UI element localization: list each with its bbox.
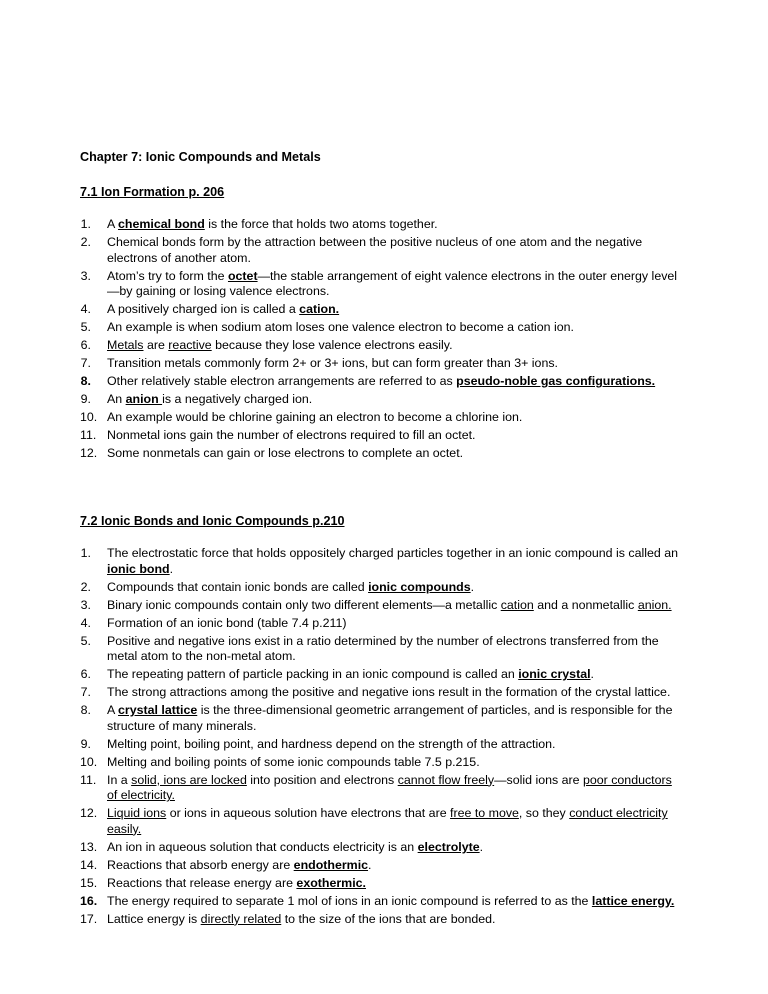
ion-formation-list xyxy=(80,217,680,464)
list-item xyxy=(80,580,680,596)
list-item-number: 1. xyxy=(80,217,91,231)
list-item xyxy=(80,269,680,300)
list-item-number: 12. xyxy=(80,446,98,461)
list-item-text: Atom’s try to form the xyxy=(107,268,228,283)
list-item-text: —the stable arrangement of eight valence electrons in the outer energy level—by gaining or losing valence electrons. xyxy=(107,268,678,299)
list-item-text: . xyxy=(590,667,594,682)
emphasized-term: free to move xyxy=(450,806,519,821)
section-heading-7-2: 7.2 Ionic Bonds and Ionic Compounds p.210 xyxy=(80,514,345,528)
list-item-text: is the force that holds two atoms together. xyxy=(204,217,438,231)
list-item xyxy=(80,773,680,804)
list-item xyxy=(80,217,680,233)
emphasized-term: cannot flow freely xyxy=(397,772,495,787)
ionic-bonds-list xyxy=(80,546,680,930)
list-item-text: . xyxy=(470,579,475,594)
list-item xyxy=(80,840,680,856)
list-item-number: 11. xyxy=(80,428,97,443)
list-item-text: Binary ionic compounds contain only two different elements—a metallic xyxy=(107,597,501,612)
list-item xyxy=(80,392,680,408)
list-item-text: to the size of the ions that are bonded. xyxy=(281,911,496,926)
list-item-text: Melting point, boiling point, and hardness depend on the strength of the attraction. xyxy=(107,736,556,751)
list-item xyxy=(80,876,680,892)
emphasized-term: octet xyxy=(227,268,258,283)
list-item-text: The electrostatic force that holds oppositely charged particles together in an ionic compound is called an xyxy=(107,546,678,560)
list-item-text: An xyxy=(107,392,126,407)
emphasized-term: ionic crystal xyxy=(518,667,591,682)
list-item-text: An example is when sodium atom loses one valence electron to become a cation ion. xyxy=(107,320,574,335)
list-item xyxy=(80,667,680,683)
emphasized-term: exothermic. xyxy=(296,875,366,890)
list-item-text: is a negatively charged ion. xyxy=(162,392,313,407)
list-item-text: . xyxy=(368,857,372,872)
list-item-text: An example would be chlorine gaining an electron to become a chlorine ion. xyxy=(107,410,523,425)
list-item-text: Nonmetal ions gain the number of electrons required to fill an octet. xyxy=(107,428,476,443)
emphasized-term: chemical bond xyxy=(118,217,205,231)
emphasized-term: Metals xyxy=(107,338,144,353)
emphasized-term: cation. xyxy=(299,302,340,317)
list-item-number: 9. xyxy=(80,392,91,407)
list-item-number: 1. xyxy=(80,546,91,560)
list-item-text: Formation of an ionic bond (table 7.4 p.211) xyxy=(107,615,347,630)
list-item xyxy=(80,685,680,701)
list-item-text: Other relatively stable electron arrangements are referred to as xyxy=(107,374,457,389)
list-item xyxy=(80,446,680,462)
emphasized-term: poor conductors of electricity. xyxy=(107,772,672,803)
list-item xyxy=(80,894,680,910)
emphasized-term: crystal lattice xyxy=(118,703,198,718)
list-item-number: 3. xyxy=(80,268,91,283)
list-item-number: 14. xyxy=(80,857,98,872)
list-item xyxy=(80,410,680,426)
emphasized-term: lattice energy. xyxy=(591,893,675,908)
list-item-number: 7. xyxy=(80,685,91,700)
list-item xyxy=(80,428,680,444)
list-item-text: Positive and negative ions exist in a ratio determined by the number of electrons transferred from the metal atom to the non-metal atom. xyxy=(107,633,659,664)
list-item-number: 2. xyxy=(80,234,91,249)
list-item xyxy=(80,703,680,734)
list-item xyxy=(80,634,680,665)
list-item xyxy=(80,302,680,318)
list-item xyxy=(80,598,680,614)
list-item-number: 4. xyxy=(80,302,91,317)
emphasized-term: directly related xyxy=(200,911,282,926)
list-item-number: 9. xyxy=(80,736,91,751)
list-item-text: , so they xyxy=(518,806,570,821)
list-item-text: Lattice energy is xyxy=(107,911,201,926)
list-item-text: In a xyxy=(107,772,132,787)
list-item xyxy=(80,806,680,837)
emphasized-term: conduct electricity easily. xyxy=(107,806,668,836)
list-item-number: 8. xyxy=(80,374,91,389)
list-item-text: Reactions that absorb energy are xyxy=(107,857,294,872)
emphasized-term: cation xyxy=(500,597,534,612)
list-item-text: . xyxy=(479,839,484,854)
list-item-number: 4. xyxy=(80,615,91,630)
list-item-text: Reactions that release energy are xyxy=(107,875,297,890)
emphasized-term: reactive xyxy=(168,338,212,353)
emphasized-term: electrolyte xyxy=(417,839,480,854)
list-item xyxy=(80,374,680,390)
emphasized-term: pseudo-noble gas configurations. xyxy=(456,374,656,389)
list-item-number: 15. xyxy=(80,875,98,890)
list-item-text: are xyxy=(143,338,169,353)
list-item xyxy=(80,338,680,354)
list-item xyxy=(80,737,680,753)
list-item-number: 10. xyxy=(80,410,98,425)
list-item-text: A xyxy=(107,217,119,231)
list-item xyxy=(80,755,680,771)
list-item-text: A positively charged ion is called a xyxy=(107,302,300,317)
list-item-number: 5. xyxy=(80,633,91,648)
list-item-text: because they lose valence electrons easily. xyxy=(211,338,453,353)
list-item-number: 12. xyxy=(80,806,98,821)
list-item-text: Transition metals commonly form 2+ or 3+ ions, but can form greater than 3+ ions. xyxy=(107,356,558,371)
list-item-text: An ion in aqueous solution that conducts electricity is an xyxy=(107,839,418,854)
emphasized-term: endothermic xyxy=(293,857,369,872)
list-item xyxy=(80,912,680,928)
list-item xyxy=(80,858,680,874)
emphasized-term: Liquid ions xyxy=(107,806,167,821)
list-item-text: Some nonmetals can gain or lose electrons to complete an octet. xyxy=(107,446,464,461)
list-item-number: 10. xyxy=(80,754,98,769)
list-item-number: 11. xyxy=(80,772,97,787)
emphasized-term: anion xyxy=(125,392,163,407)
list-item-number: 6. xyxy=(80,338,91,353)
list-item xyxy=(80,356,680,372)
document-title: Chapter 7: Ionic Compounds and Metals xyxy=(80,150,321,164)
list-item-number: 16. xyxy=(80,893,98,908)
list-item-text: . xyxy=(169,561,174,576)
list-item xyxy=(80,235,680,266)
list-item-number: 2. xyxy=(80,579,91,594)
list-item-number: 8. xyxy=(80,703,91,718)
list-item-text: The strong attractions among the positive and negative ions result in the formation of the crystal lattice. xyxy=(107,685,671,700)
list-item-number: 5. xyxy=(80,320,91,335)
list-item-text: The repeating pattern of particle packing in an ionic compound is called an xyxy=(107,667,519,682)
list-item xyxy=(80,546,680,577)
list-item-number: 17. xyxy=(80,911,98,926)
list-item-text: into position and electrons xyxy=(246,772,398,787)
section-heading-7-1: 7.1 Ion Formation p. 206 xyxy=(80,185,225,199)
list-item-text: Melting and boiling points of some ionic compounds table 7.5 p.215. xyxy=(107,754,480,769)
list-item xyxy=(80,616,680,632)
list-item-text: or ions in aqueous solution have electrons that are xyxy=(166,806,451,821)
emphasized-term: ionic bond xyxy=(107,561,170,576)
emphasized-term: solid, ions are locked xyxy=(131,772,247,787)
list-item-text: —solid ions are xyxy=(494,772,583,787)
emphasized-term: ionic compounds xyxy=(368,579,471,594)
list-item-text: and a nonmetallic xyxy=(533,597,638,612)
list-item-number: 6. xyxy=(80,667,91,682)
list-item-number: 3. xyxy=(80,597,91,612)
emphasized-term: anion. xyxy=(637,597,672,612)
list-item-text: A xyxy=(107,703,119,718)
list-item-text: is the three-dimensional geometric arrangement of particles, and is responsible for the structure of many minerals. xyxy=(107,703,673,733)
list-item-text: The energy required to separate 1 mol of ions in an ionic compound is referred to as the xyxy=(107,893,592,908)
list-item-text: Compounds that contain ionic bonds are called xyxy=(107,579,369,594)
list-item-text: Chemical bonds form by the attraction between the positive nucleus of one atom and the negative electrons of another atom. xyxy=(107,234,643,265)
list-item-number: 7. xyxy=(80,356,91,371)
list-item xyxy=(80,320,680,336)
list-item-number: 13. xyxy=(80,839,98,854)
